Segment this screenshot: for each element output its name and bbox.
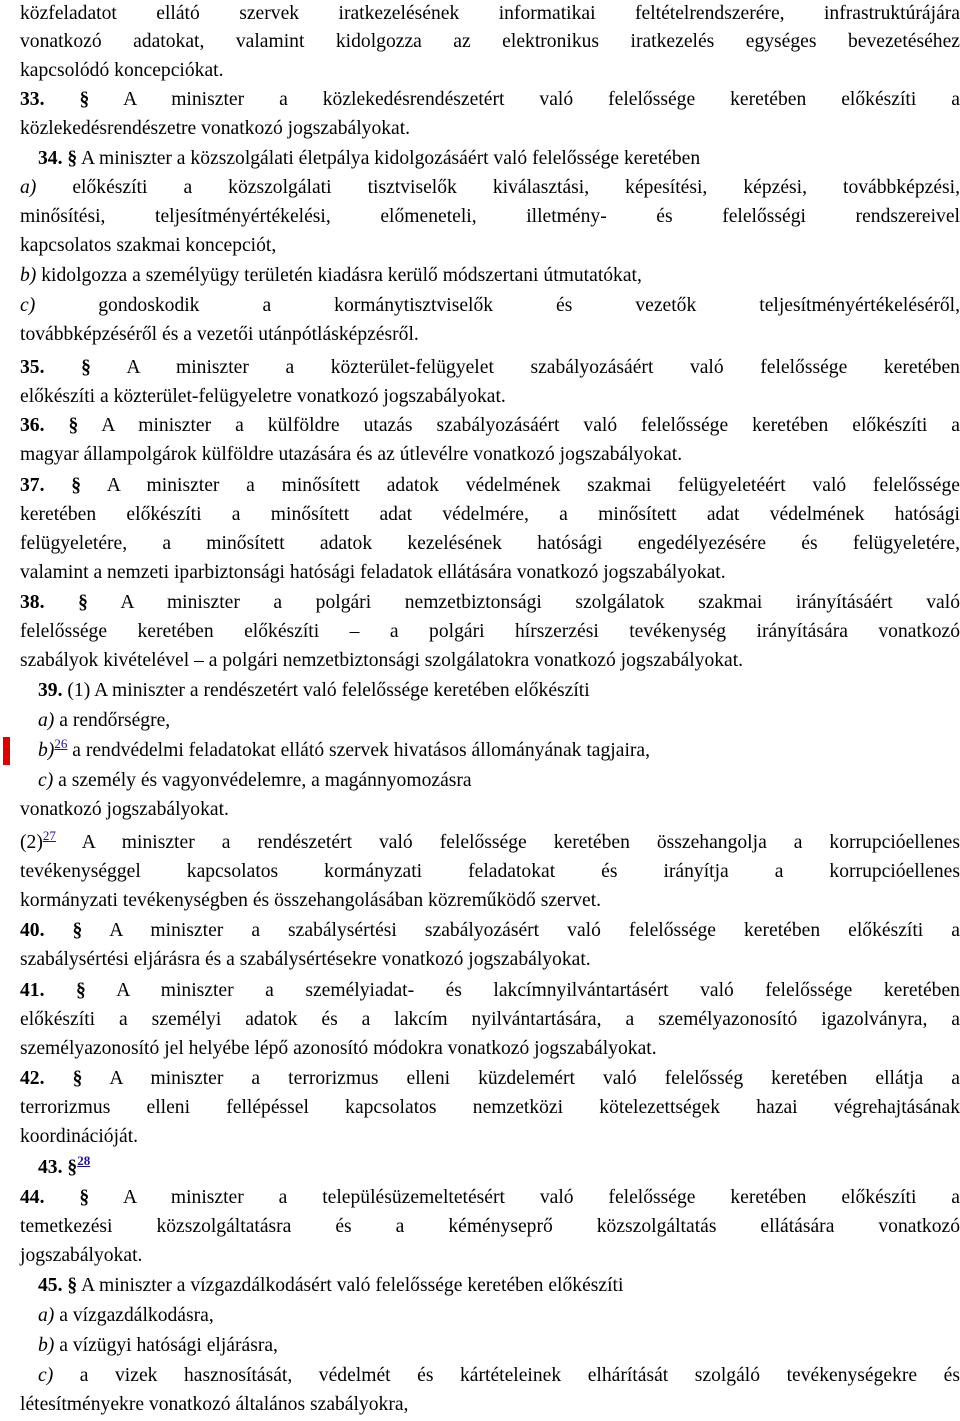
- list-item-b: b) kidolgozza a személyügy területén kiadásra kerülő módszertani útmutatókat,: [20, 265, 642, 286]
- text-line: magyar állampolgárok külföldre utazására és az útlevélre vonatkozó jogszabályokat.: [20, 444, 683, 465]
- list-item-a: a) a vízgazdálkodásra,: [38, 1305, 214, 1326]
- text-line: szabályok kivételével – a polgári nemzetbiztonsági szolgálatokra vonatkozó jogszabályokat.: [20, 650, 744, 671]
- text-line: valamint a nemzeti iparbiztonsági hatósági feladatok ellátására vonatkozó jogszabályokat.: [20, 562, 726, 583]
- section-number: 39.: [38, 680, 63, 701]
- section-sign: §: [68, 415, 79, 436]
- section-number: 44.: [20, 1187, 45, 1208]
- section-sign: §: [79, 89, 90, 110]
- text-line: továbbképzéséről és a vezetői utánpótlásképzésről.: [20, 324, 419, 345]
- section-number: 41.: [20, 980, 45, 1001]
- text-line: személyazonosító jel helyébe lépő azonosító módokra vonatkozó jogszabályokat.: [20, 1038, 657, 1059]
- paragraph-number: (2): [20, 832, 43, 853]
- section-sign: §: [79, 1187, 90, 1208]
- section-number: 42.: [20, 1068, 45, 1089]
- text-line: előkészíti a személyi adatok és a lakcím nyilvántartására, a személyazonosító igazolványra, a: [20, 1009, 960, 1030]
- section-45: 45. § A miniszter a vízgazdálkodásért való felelőssége keretében előkészíti: [38, 1275, 624, 1296]
- section-sign: §: [72, 1068, 83, 1089]
- item-letter: a): [38, 710, 55, 731]
- section-38: 38. § A miniszter a polgári nemzetbiztonsági szolgálatok szakmai irányításáért való: [20, 592, 960, 613]
- section-number: 35.: [20, 357, 45, 378]
- section-34: 34. § A miniszter a közszolgálati életpálya kidolgozásáért való felelőssége keretében: [38, 148, 701, 169]
- text-line: vonatkozó jogszabályokat.: [20, 799, 229, 820]
- section-sign: §: [67, 1275, 78, 1296]
- list-item-b: b)$^{26}$ a rendvédelmi feladatokat ellátó szervek hivatásos állományának tagjaira,: [38, 736, 651, 761]
- text-line: koordinációját.: [20, 1126, 139, 1147]
- text-line: kapcsolódó koncepciókat.: [20, 60, 224, 81]
- list-item-c: c) a személy és vagyonvédelemre, a magánnyomozásra: [38, 770, 472, 791]
- text-line: felügyeletére, a minősített adatok kezelésének hatósági engedélyezésére és felügyeletére,: [20, 533, 960, 554]
- section-sign: §: [78, 592, 88, 613]
- section-41: 41. § A miniszter a személyiadat- és lakcímnyilvántartásért való felelőssége keretében: [20, 980, 960, 1001]
- text-line: keretében előkészíti a minősített adat védelmére, a minősített adat védelmének hatósági: [20, 504, 960, 525]
- list-item-a: a) a rendőrségre,: [38, 710, 171, 731]
- section-42: 42. § A miniszter a terrorizmus elleni küzdelemért való felelősség keretében ellátja a: [20, 1068, 960, 1089]
- text-line: jogszabályokat.: [20, 1245, 143, 1266]
- section-37: 37. § A miniszter a minősített adatok védelmének szakmai felügyeletéért való felelőssége: [20, 475, 960, 496]
- item-letter: b): [38, 1335, 55, 1356]
- item-letter: b): [20, 265, 37, 286]
- section-sign: §: [72, 920, 83, 941]
- change-marker: [3, 737, 10, 765]
- text-line: terrorizmus elleni fellépéssel kapcsolatos nemzetközi kötelezettségek hazai végrehajtásának: [20, 1097, 960, 1118]
- item-letter: c): [38, 1365, 54, 1386]
- section-number: 43.: [38, 1157, 63, 1178]
- section-sign: §: [71, 475, 82, 496]
- section-number: 45.: [38, 1275, 63, 1296]
- text-line: minősítési, teljesítményértékelési, előmeneteli, illetmény- és felelősségi rendszereivel: [20, 206, 960, 227]
- section-36: 36. § A miniszter a külföldre utazás szabályozásáért való felelőssége keretében előkészíti a: [20, 415, 960, 436]
- section-40: 40. § A miniszter a szabálysértési szabályozásért való felelőssége keretében előkészíti a: [20, 920, 960, 941]
- section-39: 39. (1) A miniszter a rendészetért való felelőssége keretében előkészíti: [38, 680, 590, 701]
- item-letter: c): [20, 295, 36, 316]
- text-line: közlekedésrendészetre vonatkozó jogszabályokat.: [20, 118, 411, 139]
- section-33: 33. § A miniszter a közlekedésrendészetért való felelőssége keretében előkészíti a: [20, 89, 960, 110]
- footnote-link-27[interactable]: 27: [42, 828, 56, 843]
- section-number: 38.: [20, 592, 45, 613]
- section-number: 33.: [20, 89, 45, 110]
- section-sign: §: [75, 980, 86, 1001]
- section-35: 35. § A miniszter a közterület-felügyelet szabályozásáért való felelőssége keretében: [20, 357, 960, 378]
- section-sign: §: [81, 357, 91, 378]
- text-line: vonatkozó adatokat, valamint kidolgozza az elektronikus iratkezelés egységes bevezetéséhez: [20, 31, 960, 52]
- list-item-c: c) gondoskodik a kormánytisztviselők és vezetők teljesítményértékeléséről,: [20, 295, 960, 316]
- item-letter: a): [20, 177, 37, 198]
- section-number: 37.: [20, 475, 45, 496]
- item-letter: b): [38, 740, 55, 761]
- section-number: 36.: [20, 415, 45, 436]
- section-44: 44. § A miniszter a településüzemeltetésért való felelőssége keretében előkészíti a: [20, 1187, 960, 1208]
- section-number: 34.: [38, 148, 63, 169]
- text-line: tevékenységgel kapcsolatos kormányzati feladatokat és irányítja a korrupcióellenes: [20, 861, 960, 882]
- text-line: létesítményekre vonatkozó általános szabályokra,: [20, 1394, 409, 1415]
- item-letter: c): [38, 770, 54, 791]
- section-43: [20, 1154, 90, 1182]
- text-line: felelőssége keretében előkészíti – a polgári hírszerzési tevékenység irányítására vonatkozó: [20, 621, 960, 642]
- section-number: 40.: [20, 920, 45, 941]
- text-line: kapcsolatos szakmai koncepciót,: [20, 235, 277, 256]
- footnote-link-26[interactable]: 26: [54, 736, 68, 751]
- text-line: előkészíti a közterület-felügyeletre vonatkozó jogszabályokat.: [20, 386, 506, 407]
- text-line: szabálysértési eljárásra és a szabálysértésekre vonatkozó jogszabályokat.: [20, 949, 591, 970]
- text-line: közfeladatot ellátó szervek iratkezelésének informatikai feltételrendszerére, infrastruktúrájára: [20, 3, 960, 24]
- text-line: temetkezési közszolgáltatásra és a kéményseprő közszolgáltatás ellátására vonatkozó: [20, 1216, 960, 1237]
- item-letter: a): [38, 1305, 55, 1326]
- section-sign: §: [67, 1157, 78, 1178]
- section-sign: §: [67, 148, 78, 169]
- text-line: kormányzati tevékenységben és összehangolásában közreműködő szervet.: [20, 890, 602, 911]
- list-item-c: c) a vizek hasznosítását, védelmét és kártételeinek elhárítását szolgáló tevékenységekre és: [38, 1365, 960, 1386]
- list-item-a: a) előkészíti a közszolgálati tisztviselők kiválasztási, képesítési, képzési, továbbképzési,: [20, 177, 960, 198]
- footnote-link-28[interactable]: 28: [77, 1153, 91, 1168]
- list-item-b: b) a vízügyi hatósági eljárásra,: [38, 1335, 278, 1356]
- paragraph-2: (2)$^{27}$ A miniszter a rendészetért való felelőssége keretében összehangolja a korrupcióellenes: [20, 828, 960, 853]
